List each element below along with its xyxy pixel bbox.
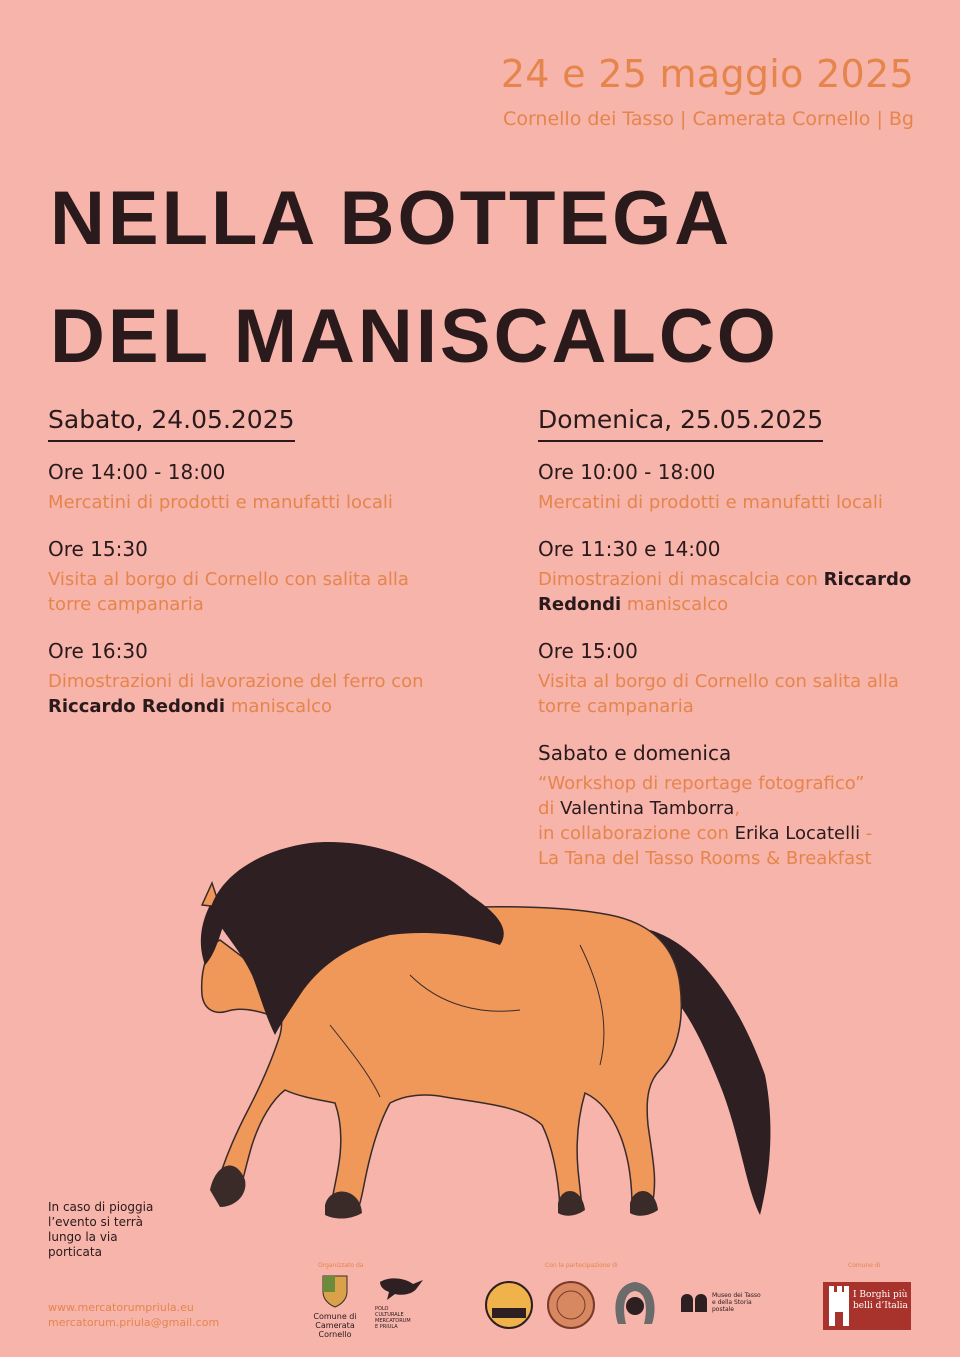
- event-item: [538, 537, 928, 617]
- event-item: [538, 460, 928, 515]
- comune-line2: Camerata Cornello: [315, 1321, 355, 1339]
- event-desc: Mercatini di prodotti e manufatti locali: [538, 492, 883, 513]
- title-line-2: DEL MANISCALCO: [50, 294, 779, 379]
- partner-logo-1: [484, 1280, 534, 1330]
- desc-text: ,: [734, 798, 741, 819]
- event-time: Ore 10:00 - 18:00: [538, 460, 716, 484]
- horseshoe-logo: [608, 1276, 662, 1330]
- comune-line1: Comune di: [313, 1312, 357, 1321]
- event-desc: [48, 669, 448, 719]
- speaker-name: Riccardo Redondi: [538, 569, 912, 615]
- event-desc: Visita al borgo di Cornello con salita alla torre campanaria: [538, 671, 899, 717]
- email-link[interactable]: mercatorum.priula@gmail.com: [48, 1316, 220, 1329]
- event-date: 24 e 25 maggio 2025: [500, 52, 914, 96]
- comune-name: [300, 1312, 370, 1339]
- sunday-heading: Domenica, 25.05.2025: [538, 405, 823, 442]
- museo-icon: [679, 1288, 709, 1314]
- page-title: [50, 160, 779, 396]
- magpie-icon: [375, 1272, 425, 1302]
- horse-hoof-front: [210, 1166, 245, 1207]
- event-time: Ore 16:30: [48, 639, 148, 663]
- desc-text: Dimostrazioni di lavorazione del ferro con: [48, 671, 424, 692]
- event-desc: [538, 567, 928, 617]
- event-item: [48, 537, 448, 617]
- desc-text: maniscalco: [621, 594, 729, 615]
- event-item: [48, 460, 448, 515]
- event-time: Ore 15:30: [48, 537, 148, 561]
- member-label: Comune di: [848, 1262, 881, 1269]
- event-location: Cornello dei Tasso | Camerata Cornello | Bg: [503, 108, 914, 130]
- polo-logo: [375, 1272, 430, 1330]
- event-time: Ore 15:00: [538, 639, 638, 663]
- tower-icon: [827, 1286, 851, 1326]
- borghi-logo: [823, 1282, 911, 1330]
- contacts: [48, 1300, 219, 1330]
- title-line-1: NELLA BOTTEGA: [50, 176, 733, 261]
- organized-label: Organizzato da: [318, 1262, 364, 1269]
- event-item: [538, 639, 928, 719]
- rain-note: In caso di pioggia l’evento si terrà lungo la via porticata: [48, 1200, 154, 1259]
- partner-logo-2: [546, 1280, 596, 1330]
- museo-name: Museo dei Tasso e della Storia postale: [712, 1292, 761, 1313]
- desc-text: -: [860, 823, 873, 844]
- saturday-column: [48, 405, 448, 741]
- collab-label: Con la partecipazione di: [545, 1262, 618, 1269]
- polo-name: POLO CULTURALE MERCATORUM E PRIULA: [375, 1306, 411, 1330]
- horse-illustration: [180, 835, 780, 1240]
- desc-text: in collaborazione con: [538, 823, 735, 844]
- workshop-label: Sabato e domenica: [538, 741, 732, 765]
- sunday-column: [538, 405, 928, 893]
- workshop-title: “Workshop di reportage fotografico”: [538, 773, 865, 794]
- event-item: [48, 639, 448, 719]
- photographer-name: Valentina Tamborra: [560, 798, 735, 819]
- comune-logo: [300, 1272, 370, 1339]
- event-time: Ore 14:00 - 18:00: [48, 460, 226, 484]
- workshop-venue: La Tana del Tasso Rooms & Breakfast: [538, 848, 872, 869]
- speaker-name: Riccardo Redondi: [48, 696, 226, 717]
- event-time: Ore 11:30 e 14:00: [538, 537, 721, 561]
- borghi-name: I Borghi più belli d’Italia: [853, 1290, 908, 1311]
- partner-name: Erika Locatelli: [734, 823, 861, 844]
- website-link[interactable]: www.mercatorumpriula.eu: [48, 1301, 194, 1314]
- event-desc: Visita al borgo di Cornello con salita alla torre campanaria: [48, 569, 409, 615]
- desc-text: maniscalco: [225, 696, 333, 717]
- saturday-heading: Sabato, 24.05.2025: [48, 405, 295, 442]
- desc-text: di: [538, 798, 561, 819]
- coat-of-arms-icon: [320, 1272, 350, 1308]
- desc-text: Dimostrazioni di mascalcia con: [538, 569, 824, 590]
- event-desc: Mercatini di prodotti e manufatti locali: [48, 492, 393, 513]
